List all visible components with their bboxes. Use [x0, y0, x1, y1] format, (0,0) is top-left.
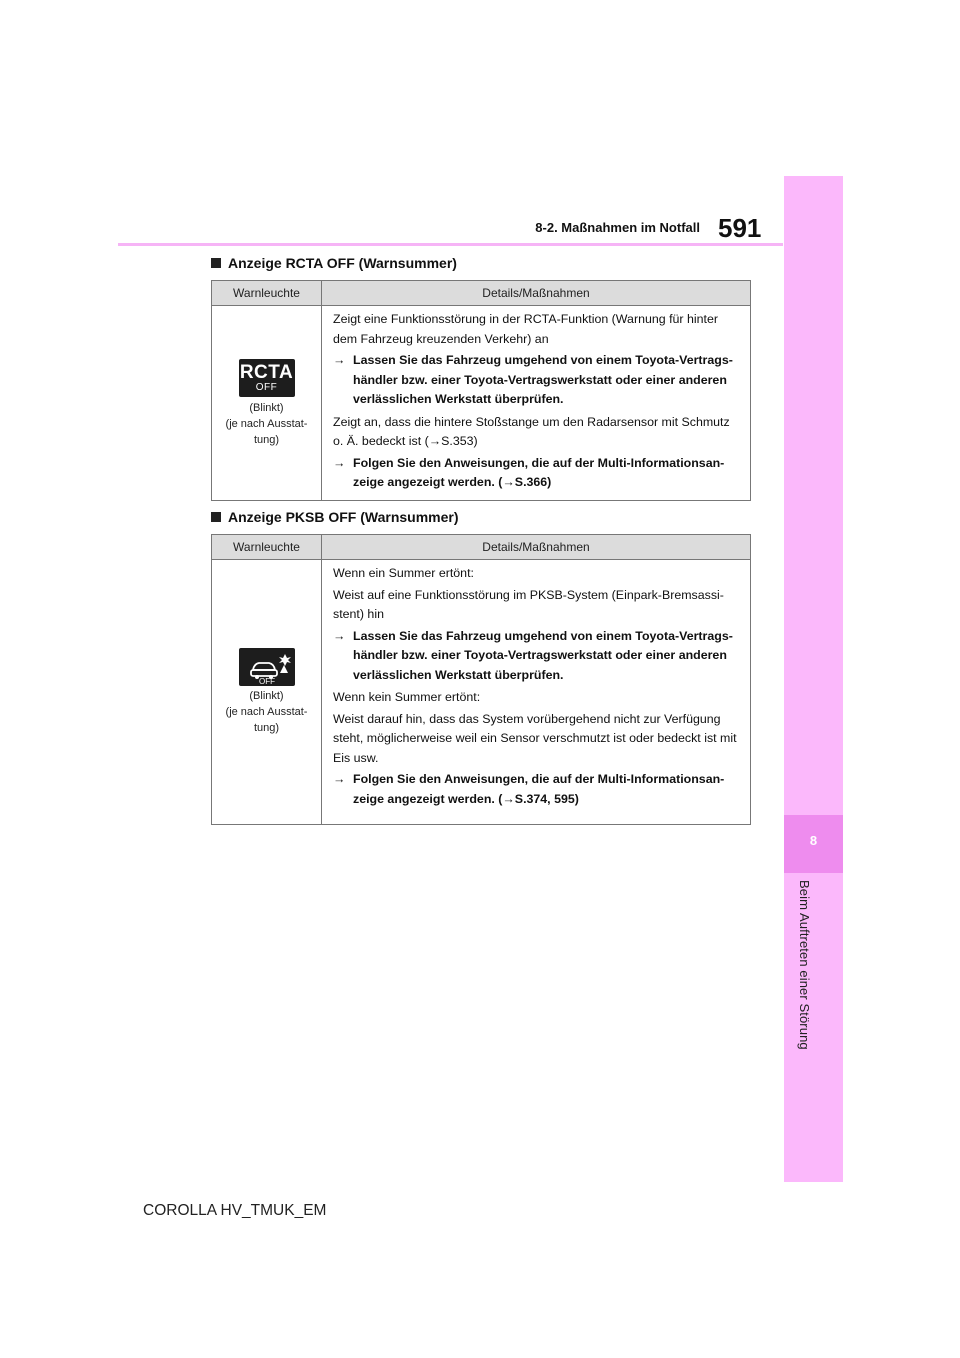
details-cell	[322, 560, 750, 824]
square-bullet-icon	[211, 512, 221, 522]
arrow-right-icon: →	[333, 628, 346, 643]
header-divider	[118, 243, 783, 246]
section-heading-pksb	[211, 509, 459, 525]
details-cell	[322, 306, 750, 500]
action-text: Folgen Sie den Anweisungen, die auf der Multi-Informationsan-zeige angezeigt werden. (→S.374, 595)	[353, 772, 725, 806]
column-header-details: Details/Maßnahmen	[482, 540, 590, 554]
chapter-title-text: Beim Auftreten einer Störung	[797, 880, 812, 1050]
description-text: Zeigt an, dass die hintere Stoßstange um den Radarsensor mit Schmutz o. Ä. bedeckt ist (→S.353)	[333, 414, 730, 448]
warning-light-cell	[212, 306, 322, 500]
action-text: Lassen Sie das Fahrzeug umgehend von einem Toyota-Vertrags-händler bzw. einer Toyota-Vertragswerkstatt oder einer anderen verlässlichen Werkstatt überprüfen.	[353, 628, 733, 682]
column-header-warnleuchte: Warnleuchte	[212, 535, 322, 559]
icon-text-line2: OFF	[255, 381, 278, 393]
condition-text: Wenn ein Summer ertönt:	[333, 566, 474, 580]
condition-text: Wenn kein Summer ertönt:	[333, 690, 481, 704]
section-heading-text: Anzeige PKSB OFF (Warnsummer)	[228, 509, 459, 525]
section-heading-rcta	[211, 255, 457, 271]
action-item	[333, 454, 742, 493]
car-sensor-icon	[239, 648, 295, 686]
table-row	[212, 306, 750, 500]
blink-caption: (Blinkt)	[249, 690, 284, 702]
equipment-caption: (je nach Ausstat-tung)	[225, 417, 308, 446]
page-number: 591	[718, 213, 762, 243]
action-text: Folgen Sie den Anweisungen, die auf der Multi-Informationsan-zeige angezeigt werden. (→S.366)	[353, 455, 725, 489]
model-code: COROLLA HV_TMUK_EM	[143, 1202, 327, 1219]
icon-off-label: OFF	[258, 677, 275, 686]
arrow-right-icon: →	[333, 772, 346, 786]
action-text: Lassen Sie das Fahrzeug umgehend von einem Toyota-Vertrags-händler bzw. einer Toyota-Vertragswerkstatt oder einer anderen verlässlichen Werkstatt überprüfen.	[353, 353, 733, 406]
description-text: Zeigt eine Funktionsstörung in der RCTA-Funktion (Warnung für hinter dem Fahrzeug kreuzenden Verkehr) an	[333, 312, 718, 346]
action-item	[333, 627, 742, 686]
arrow-right-icon: →	[333, 353, 346, 367]
square-bullet-icon	[211, 258, 221, 268]
chapter-title-vertical	[770, 880, 860, 1080]
warning-table-pksb	[211, 534, 751, 825]
warning-light-cell	[212, 560, 322, 824]
chapter-number: 8	[809, 833, 818, 848]
arrow-right-icon: →	[333, 455, 346, 470]
action-item	[333, 351, 742, 410]
section-title: 8-2. Maßnahmen im Notfall	[535, 220, 700, 235]
column-header-warnleuchte: Warnleuchte	[212, 281, 322, 305]
rcta-off-warning-icon	[239, 359, 295, 397]
table-header-row	[212, 535, 750, 560]
description-text: Weist auf eine Funktionsstörung im PKSB-System (Einpark-Bremsassi-stent) hin	[333, 587, 724, 621]
section-heading-text: Anzeige RCTA OFF (Warnsummer)	[228, 255, 457, 271]
blink-caption: (Blinkt)	[249, 401, 284, 414]
pksb-off-warning-icon	[239, 648, 295, 686]
warning-table-rcta	[211, 280, 751, 501]
column-header-details: Details/Maßnahmen	[482, 286, 590, 300]
equipment-caption: (je nach Ausstat-tung)	[225, 706, 308, 734]
table-row	[212, 560, 750, 824]
action-item	[333, 770, 742, 809]
icon-text-line1: RCTA	[239, 361, 294, 383]
table-header-row	[212, 281, 750, 306]
description-text: Weist darauf hin, dass das System vorübergehend nicht zur Verfügung steht, möglicherweise weil ein Sensor verschmutzt ist oder bedeckt ist mit Eis usw.	[333, 711, 737, 765]
